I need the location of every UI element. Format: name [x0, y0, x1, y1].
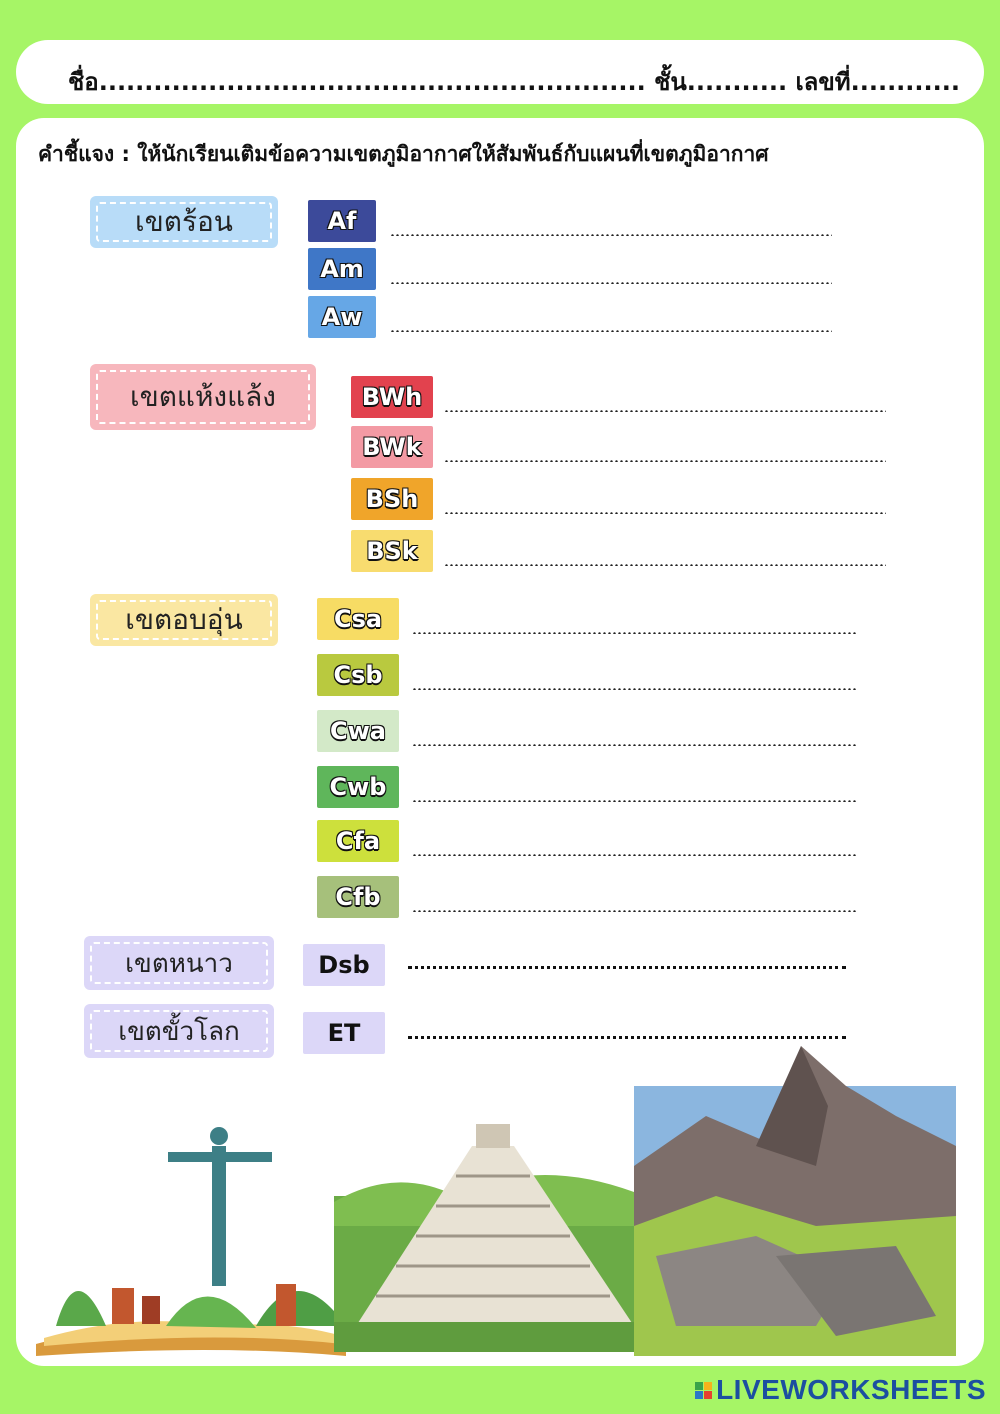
answer-blank-dsb[interactable]	[408, 966, 846, 972]
answer-blank-cwa[interactable]	[412, 744, 856, 746]
code-cfa: Cfa	[317, 820, 399, 862]
group-label-tropical: เขตร้อน	[90, 196, 278, 248]
answer-blank-bsk[interactable]	[444, 564, 886, 566]
student-info-row	[68, 62, 960, 101]
liveworksheets-logo-icon	[695, 1382, 712, 1399]
group-label-cold: เขตหนาว	[84, 936, 274, 990]
answer-blank-bsh[interactable]	[444, 512, 886, 514]
code-aw: Aw	[308, 296, 376, 338]
code-cwb: Cwb	[317, 766, 399, 808]
answer-blank-csb[interactable]	[412, 688, 856, 690]
answer-blank-bwh[interactable]	[444, 410, 886, 412]
landmarks-illustration	[16, 1026, 984, 1366]
answer-blank-aw[interactable]	[390, 330, 832, 332]
number-blank[interactable]: ............	[850, 68, 960, 96]
code-et: ET	[303, 1012, 385, 1054]
class-label: ชั้น	[654, 68, 687, 96]
answer-blank-am[interactable]	[390, 282, 832, 284]
group-label-arid: เขตแห้งแล้ง	[90, 364, 316, 430]
liveworksheets-brand[interactable]	[695, 1374, 986, 1406]
code-bsh: BSh	[351, 478, 433, 520]
answer-blank-cfa[interactable]	[412, 854, 856, 856]
group-label-temperate: เขตอบอุ่น	[90, 594, 278, 646]
pyramid-illustration	[334, 1124, 634, 1352]
brand-text: LIVEWORKSHEETS	[716, 1374, 986, 1405]
code-dsb: Dsb	[303, 944, 385, 986]
group-label-polar: เขตขั้วโลก	[84, 1004, 274, 1058]
code-cfb: Cfb	[317, 876, 399, 918]
code-csb: Csb	[317, 654, 399, 696]
code-bwh: BWh	[351, 376, 433, 418]
class-blank[interactable]: ...........	[686, 68, 788, 96]
name-label: ชื่อ	[68, 68, 99, 96]
answer-blank-bwk[interactable]	[444, 460, 886, 462]
code-af: Af	[308, 200, 376, 242]
machu-picchu-illustration	[634, 1046, 956, 1356]
answer-blank-cfb[interactable]	[412, 910, 856, 912]
instruction-text: คำชี้แจง : ให้นักเรียนเติมข้อความเขตภูมิอากาศให้สัมพันธ์กับแผนที่เขตภูมิอากาศ	[38, 142, 769, 166]
code-bsk: BSk	[351, 530, 433, 572]
name-blank[interactable]: ............................................................	[98, 68, 646, 96]
answer-blank-csa[interactable]	[412, 632, 856, 634]
answer-blank-af[interactable]	[390, 234, 832, 236]
code-bwk: BWk	[351, 426, 433, 468]
statue-book-illustration	[36, 1127, 346, 1356]
code-am: Am	[308, 248, 376, 290]
code-csa: Csa	[317, 598, 399, 640]
worksheet-panel	[16, 118, 984, 1366]
answer-blank-cwb[interactable]	[412, 800, 856, 802]
code-cwa: Cwa	[317, 710, 399, 752]
number-label: เลขที่	[795, 68, 851, 96]
